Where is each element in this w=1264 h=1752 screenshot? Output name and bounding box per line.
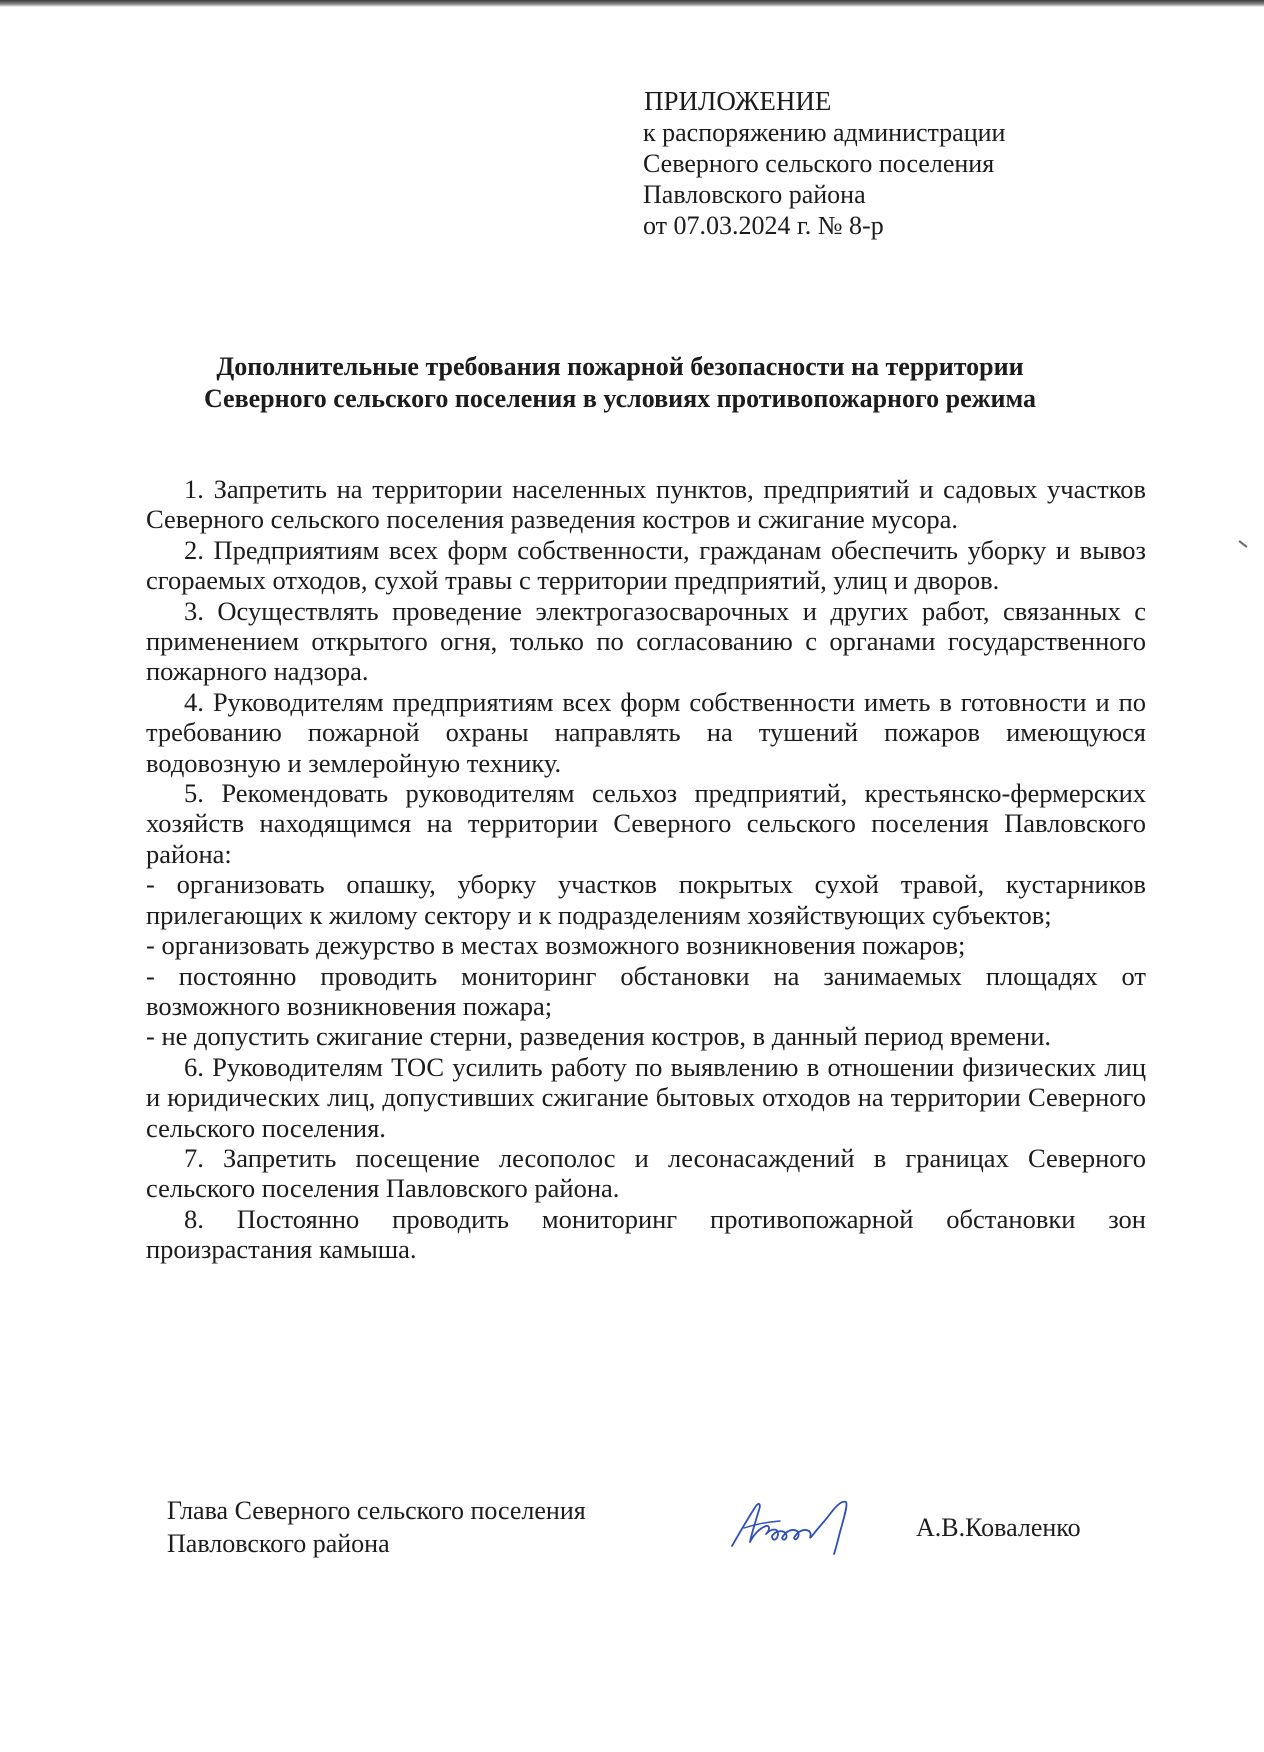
paragraph-item: 3. Осуществлять проведение электрогазосварочных и других работ, связанных с применением открытого огня, только по согласованию с органами государственного пожарного надзора. [146,595,1146,687]
paragraph-item: 7. Запретить посещение лесополос и лесонасаждений в границах Северного сельского поселения Павловского района. [146,1142,1146,1204]
appendix-date-number: от 07.03.2024 г. № 8-р [643,211,884,240]
signature-stroke [732,1502,847,1554]
appendix-line: Северного сельского поселения [643,149,995,178]
paragraph-item: 1. Запретить на территории населенных пунктов, предприятий и садовых участков Северного сельского поселения разведения костров и сжигание мусора. [146,474,1146,535]
appendix-line: Павловского района [643,180,866,209]
appendix-line: к распоряжению администрации [643,118,1006,147]
paragraph-item: 2. Предприятиям всех форм собственности, гражданам обеспечить уборку и вывоз сгораемых отходов, сухой травы с территории предприятий, улиц и дворов. [146,534,1146,596]
signer-position-line: Глава Северного сельского поселения [167,1496,586,1525]
scan-speck [1238,540,1247,548]
paragraph-item: 6. Руководителям ТОС усилить работу по выявлению в отношении физических лиц и юридических лиц, допустивших сжигание бытовых отходов на территории Северного сельского поселения. [146,1051,1146,1143]
bullet-item: - организовать опашку, уборку участков покрытых сухой травой, кустарников прилегающих к жилому сектору и к подразделениям хозяйствующих субъектов; [146,869,1146,930]
appendix-title: ПРИЛОЖЕНИЕ [644,86,832,116]
paragraph-item: 8. Постоянно проводить мониторинг противопожарной обстановки зон произрастания камыша. [146,1203,1146,1265]
signer-name: А.В.Коваленко [916,1513,1081,1542]
scan-top-edge [0,0,1264,7]
bullet-item: - организовать дежурство в местах возможного возникновения пожаров; [146,930,966,961]
paragraph-item: 4. Руководителям предприятиям всех форм собственности иметь в готовности и по требованию пожарной охраны направлять на тушений пожаров имеющуюся водовозную и землеройную технику. [146,686,1146,778]
document-title-line: Северного сельского поселения в условиях противопожарного режима [203,384,1037,413]
signer-position-line: Павловского района [167,1529,390,1558]
paragraph-item: 5. Рекомендовать руководителям сельхоз предприятий, крестьянско-фермерских хозяйств находящимся на территории Северного сельского поселения Павловского района: [146,778,1146,869]
bullet-item: - не допустить сжигание стерни, разведения костров, в данный период времени. [146,1021,1052,1052]
handwritten-signature [726,1488,866,1560]
document-title-line: Дополнительные требования пожарной безопасности на территории [216,352,1024,381]
bullet-item: - постоянно проводить мониторинг обстановки на занимаемых площадях от возможного возникновения пожара; [146,960,1146,1021]
document-body [146,474,1146,1265]
document-title [120,351,1120,415]
signer-position [167,1494,647,1560]
appendix-header [643,86,1203,241]
